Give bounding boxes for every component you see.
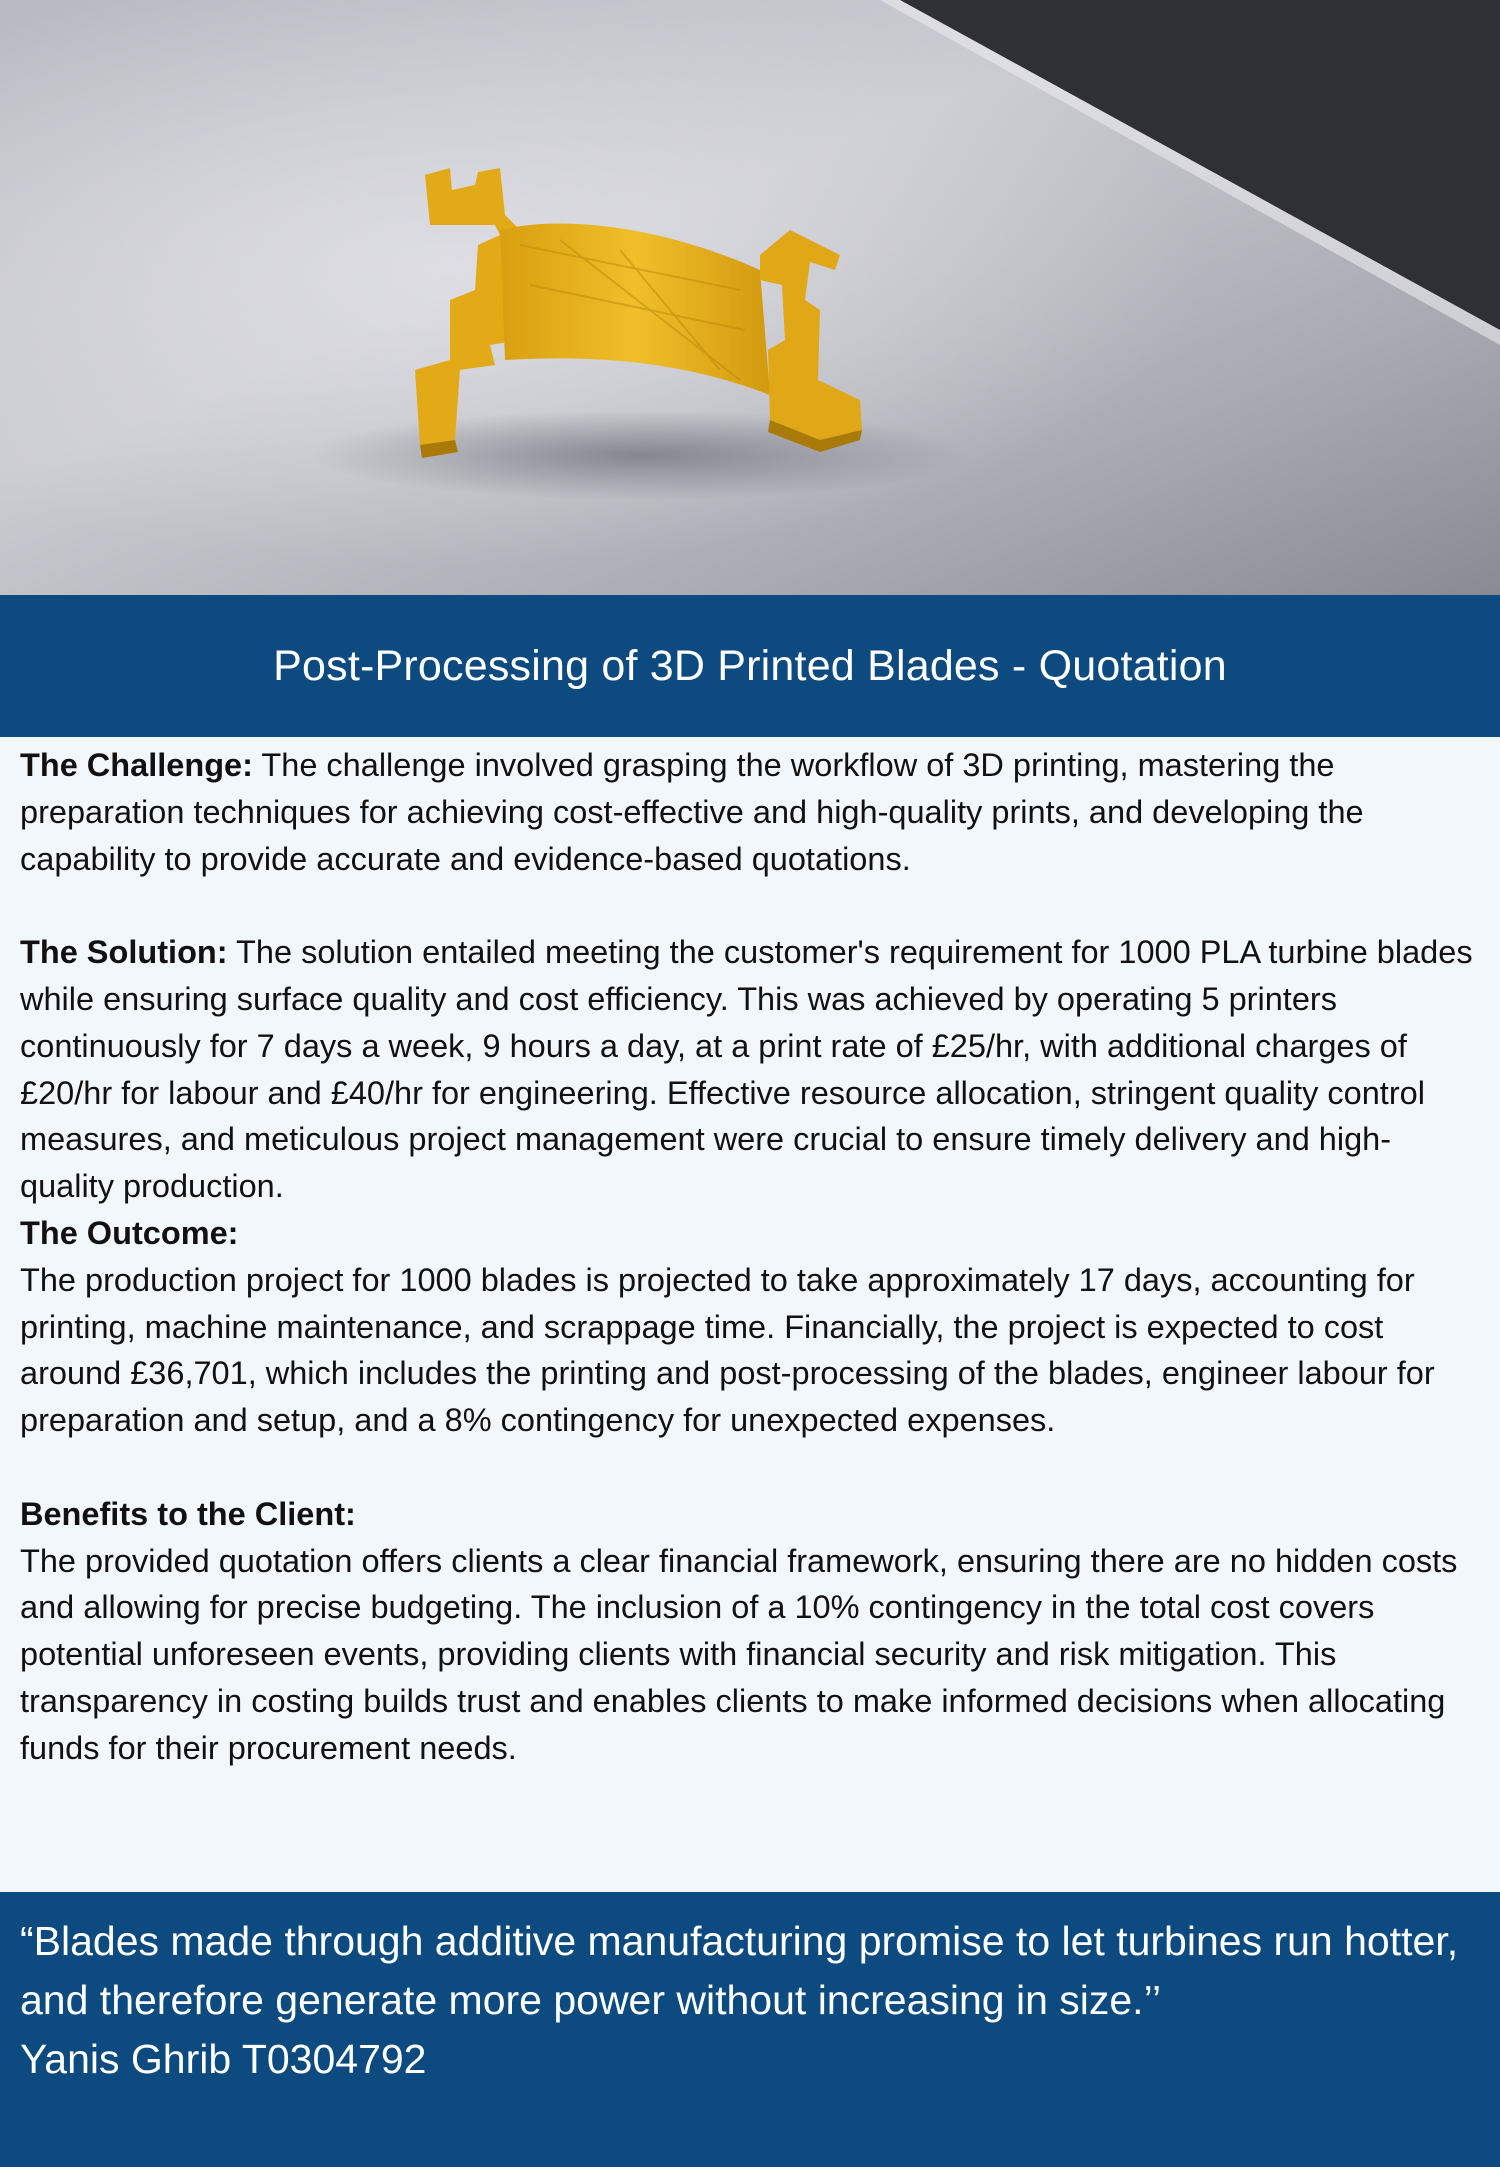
section-spacer [20,882,1480,929]
body-content [20,742,1480,1772]
blade-photo-illustration [0,0,1500,595]
quote-author: Yanis Ghrib T0304792 [20,2036,427,2082]
challenge-section [20,742,1480,882]
benefits-text: The provided quotation offers clients a clear financial framework, ensuring there are no hidden costs and allowing for precise budgeting. The inclusion of a 10% contingency in the total cost covers potential unforeseen events, providing clients with financial security and risk mitigation. This transparency in costing builds trust and enables clients to make informed decisions when allocating funds for their procurement needs. [20,1542,1458,1766]
benefits-section [20,1491,1480,1538]
challenge-text: The challenge involved grasping the workflow of 3D printing, mastering the preparation techniques for achieving cost-effective and high-quality prints, and developing the capability to provide accurate and evidence-based quotations. [20,747,1364,877]
section-spacer [20,1444,1480,1491]
title-banner [0,595,1500,737]
solution-heading: The Solution: [20,934,228,971]
outcome-section [20,1210,1480,1257]
quote-text: “Blades made through additive manufacturing promise to let turbines run hotter, and therefore generate more power without increasing in size.’’ [20,1918,1459,2023]
hero-photo [0,0,1500,595]
outcome-text: The production project for 1000 blades is projected to take approximately 17 days, accounting for printing, machine maintenance, and scrappage time. Financially, the project is expected to cost around £36,701, which includes the printing and post-processing of the blades, engineer labour for preparation and setup, and a 8% contingency for unexpected expenses. [20,1261,1435,1439]
outcome-heading: The Outcome: [20,1214,239,1251]
challenge-heading: The Challenge: [20,747,253,783]
page-title: Post-Processing of 3D Printed Blades - Quotation [273,641,1227,690]
solution-text: The solution entailed meeting the customer's requirement for 1000 PLA turbine blades while ensuring surface quality and cost efficiency. This was achieved by operating 5 printers continuously for 7 days a week, 9 hours a day, at a print rate of £25/hr, with additional charges of £20/hr for labour and £40/hr for engineering. Effective resource allocation, stringent quality control measures, and meticulous project management were crucial to ensure timely delivery and high-quality production. [20,934,1473,1205]
quote-banner [0,1892,1500,2167]
benefits-heading: Benefits to the Client: [20,1495,356,1532]
solution-section [20,929,1480,1210]
